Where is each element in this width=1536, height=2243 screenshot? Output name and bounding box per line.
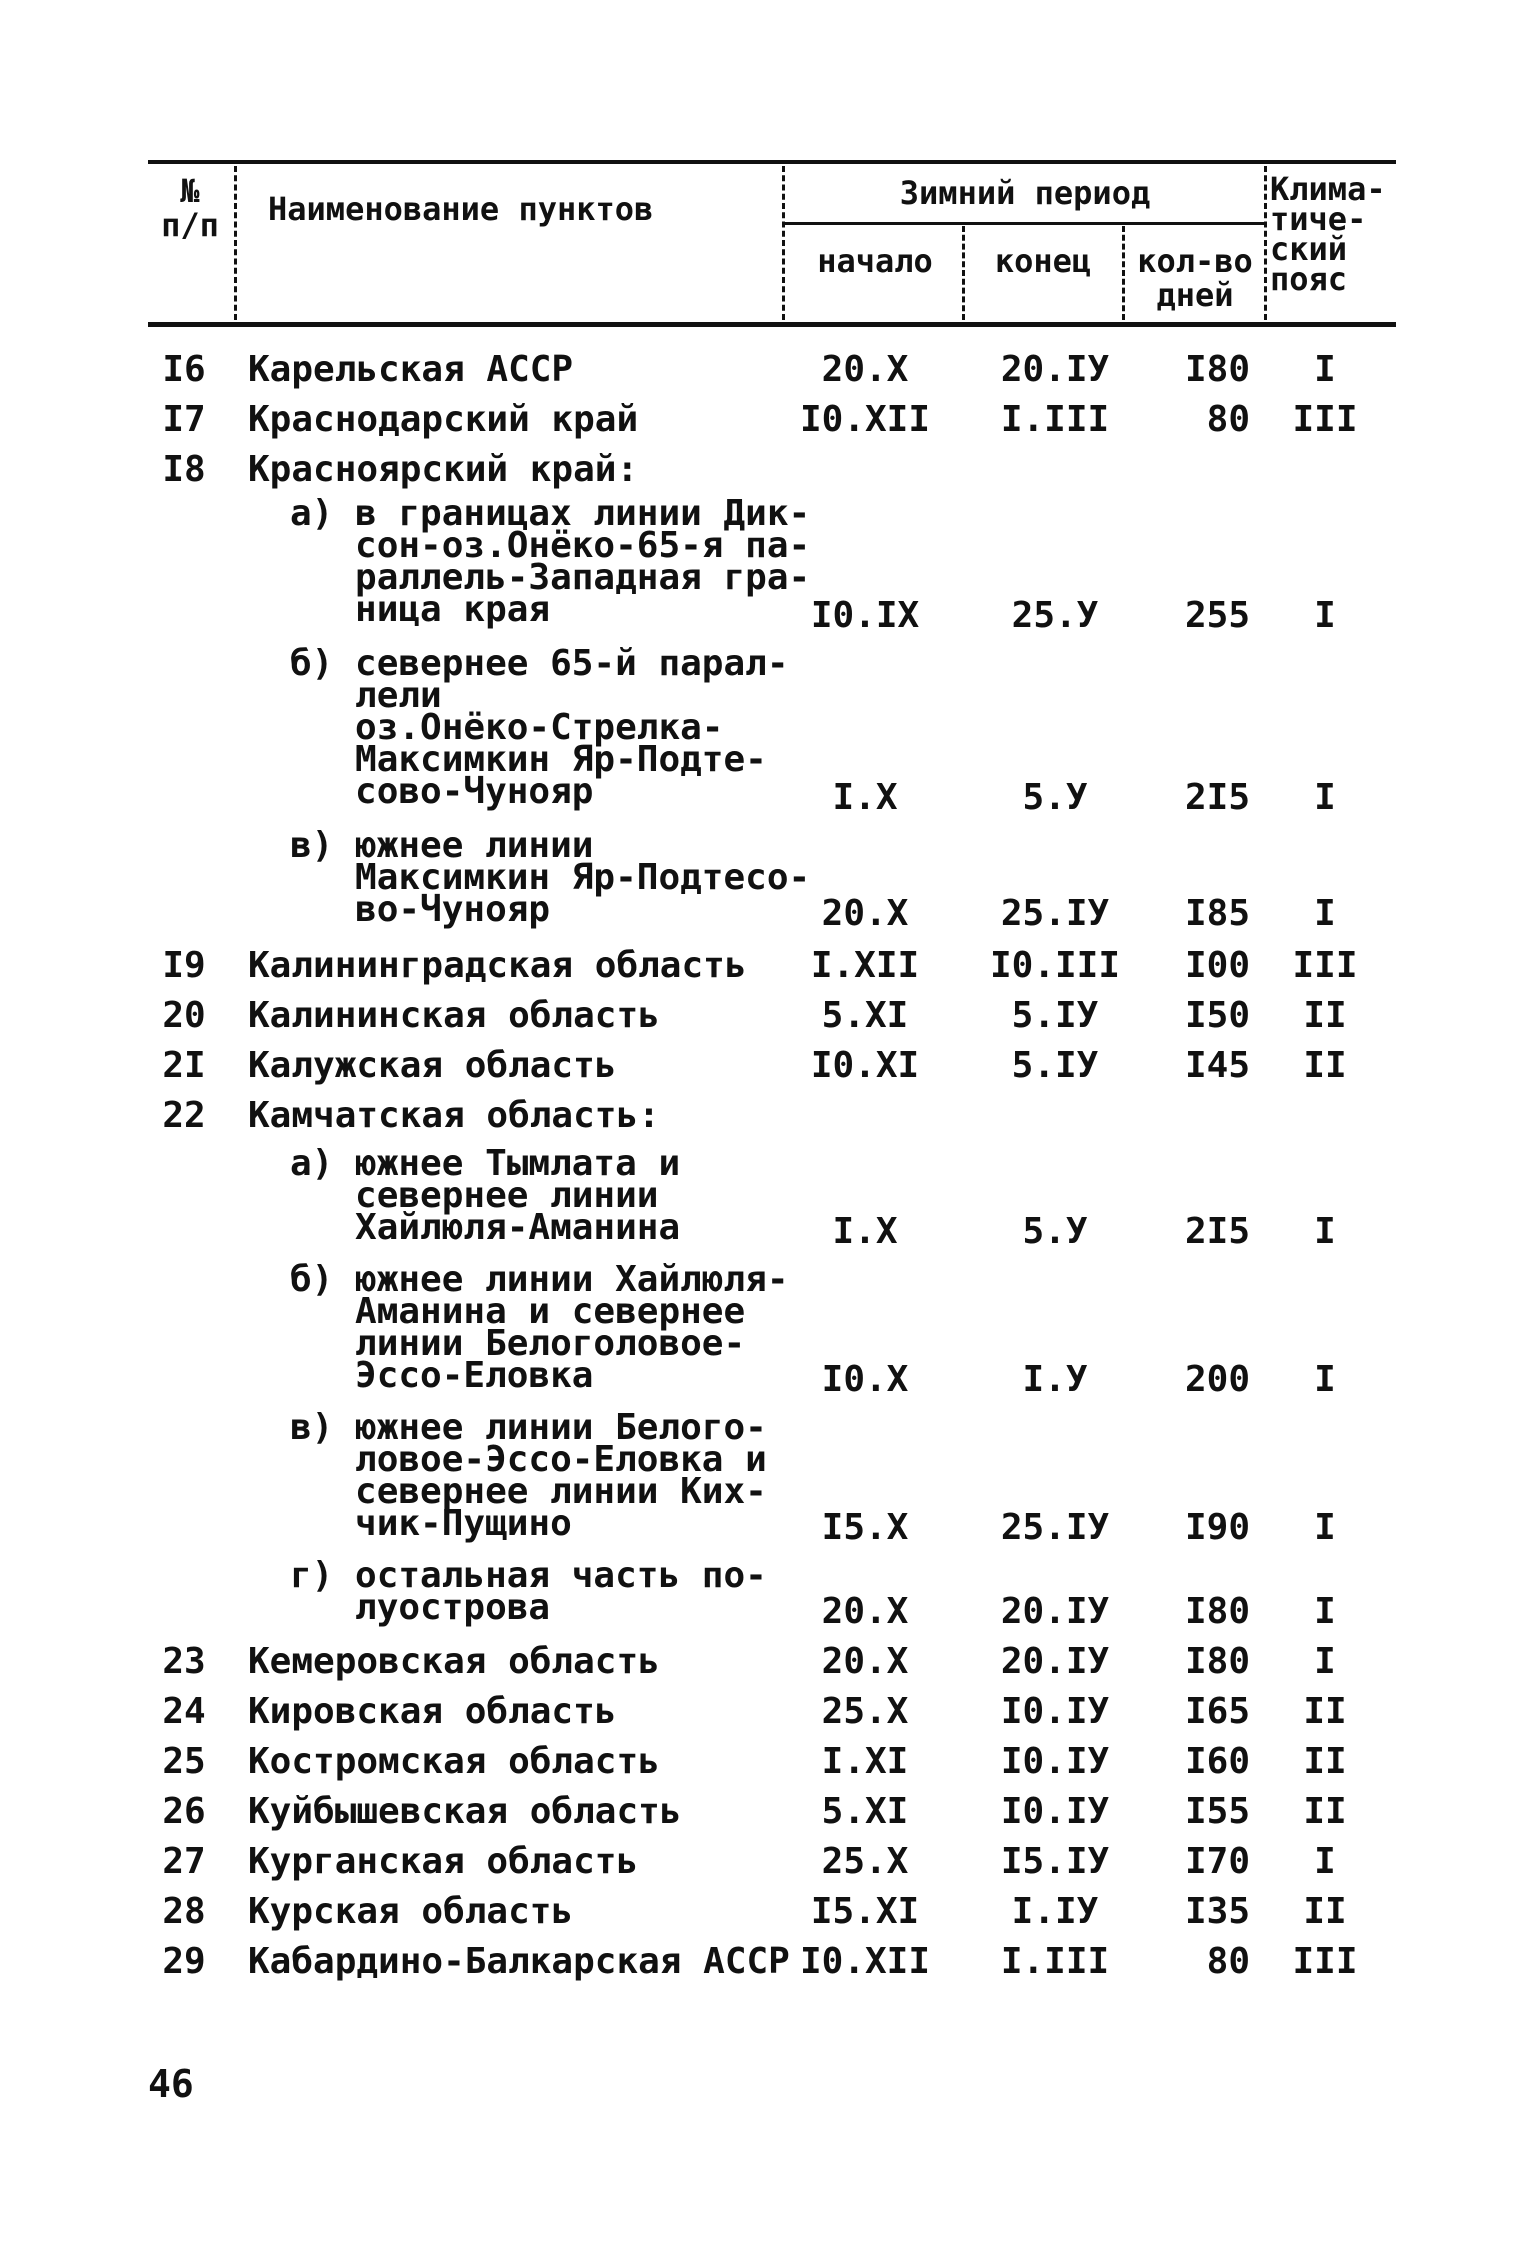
row-name: Калининградская область (248, 945, 747, 986)
row-name: Карельская АССР (248, 349, 574, 390)
row-end: 25.IУ (1000, 893, 1110, 934)
row-begin: I0.IX (810, 595, 920, 636)
row-days: 80 (1206, 399, 1250, 440)
row-zone: III (1292, 1941, 1358, 1982)
header-separator-4 (1122, 226, 1125, 320)
winter-subheader-rule (785, 222, 1265, 225)
row-zone: I (1314, 1591, 1336, 1632)
row-days: I60 (1184, 1741, 1250, 1782)
row-subitem-name: б) южнее линии Хайлюля- Аманина и севернее линии Белоголовое- Эссо-Еловка (290, 1259, 789, 1396)
row-end: I.III (1000, 1941, 1110, 1982)
row-end: 5.У (1022, 1211, 1088, 1252)
row-end: I.У (1022, 1359, 1088, 1400)
row-number: 2I (162, 1045, 206, 1086)
row-number: I8 (162, 449, 206, 490)
row-end: 25.IУ (1000, 1507, 1110, 1548)
row-zone: I (1314, 595, 1336, 636)
row-zone: I (1314, 1211, 1336, 1252)
row-name: Кемеровская область (248, 1641, 660, 1682)
row-begin: 20.X (821, 893, 909, 934)
row-begin: I.XI (821, 1741, 909, 1782)
header-separator-3 (962, 226, 965, 320)
row-days: 255 (1184, 595, 1250, 636)
row-name: Курганская область (248, 1841, 639, 1882)
row-zone: I (1314, 893, 1336, 934)
row-number: 24 (162, 1691, 206, 1732)
row-days: I35 (1184, 1891, 1250, 1932)
row-days: I85 (1184, 893, 1250, 934)
row-begin: I.X (832, 777, 898, 818)
page-number: 46 (148, 2062, 194, 2106)
row-days: 2I5 (1184, 1211, 1250, 1252)
row-subitem-name: а) в границах линии Дик- сон-оз.Онёко-65-я па- раллель-Западная гра- ница края (290, 493, 811, 630)
row-number: 29 (162, 1941, 206, 1982)
row-subitem-name: а) южнее Тымлата и севернее линии Хайлюля-Аманина (290, 1143, 681, 1248)
row-number: 23 (162, 1641, 206, 1682)
row-end: 5.У (1022, 777, 1088, 818)
row-begin: I0.XI (810, 1045, 920, 1086)
row-number: I7 (162, 399, 206, 440)
row-number: I9 (162, 945, 206, 986)
row-name: Красноярский край: (248, 449, 639, 490)
header-end: конец (994, 242, 1092, 280)
header-separator-5 (1264, 166, 1267, 320)
row-name: Куйбышевская область (248, 1791, 682, 1832)
row-begin: 5.XI (821, 1791, 909, 1832)
row-zone: I (1314, 1507, 1336, 1548)
row-zone: I (1314, 777, 1336, 818)
row-number: 28 (162, 1891, 206, 1932)
row-subitem-name: г) остальная часть по- луострова (290, 1555, 767, 1628)
row-zone: III (1292, 399, 1358, 440)
header-begin: начало (817, 242, 933, 280)
row-end: 5.IУ (1011, 995, 1099, 1036)
header-name: Наименование пунктов (268, 190, 654, 228)
row-days: I80 (1184, 1591, 1250, 1632)
row-name: Калужская область (248, 1045, 617, 1086)
table-top-rule (148, 160, 1396, 164)
row-zone: II (1303, 995, 1347, 1036)
row-zone: II (1303, 1741, 1347, 1782)
row-days: I90 (1184, 1507, 1250, 1548)
row-days: I80 (1184, 349, 1250, 390)
row-zone: II (1303, 1791, 1347, 1832)
row-begin: I5.XI (810, 1891, 920, 1932)
row-end: 20.IУ (1000, 1591, 1110, 1632)
row-zone: I (1314, 1841, 1336, 1882)
row-name: Курская область (248, 1891, 574, 1932)
row-number: 20 (162, 995, 206, 1036)
row-days: 80 (1206, 1941, 1250, 1982)
row-days: I00 (1184, 945, 1250, 986)
row-begin: I.X (832, 1211, 898, 1252)
row-name: Краснодарский край (248, 399, 639, 440)
row-begin: I0.XII (799, 1941, 931, 1982)
header-climatic-zone: Клима- тиче- ский пояс (1270, 170, 1386, 298)
row-name: Кировская область (248, 1691, 617, 1732)
row-name: Костромская область (248, 1741, 660, 1782)
header-separator-1 (234, 166, 237, 320)
row-end: I.IУ (1011, 1891, 1099, 1932)
row-begin: 20.X (821, 349, 909, 390)
header-separator-2 (782, 166, 785, 320)
row-name: Калининская область (248, 995, 660, 1036)
row-days: 200 (1184, 1359, 1250, 1400)
row-zone: II (1303, 1045, 1347, 1086)
header-days: кол-во дней (1137, 242, 1253, 314)
row-begin: 20.X (821, 1641, 909, 1682)
row-zone: II (1303, 1891, 1347, 1932)
row-begin: I0.X (821, 1359, 909, 1400)
row-end: 25.У (1011, 595, 1099, 636)
row-subitem-name: в) южнее линии Белого- ловое-Эссо-Еловка и севернее линии Ких- чик-Пущино (290, 1407, 767, 1544)
row-end: 5.IУ (1011, 1045, 1099, 1086)
row-days: I70 (1184, 1841, 1250, 1882)
row-end: I0.III (989, 945, 1121, 986)
header-winter-period: Зимний период (899, 174, 1151, 212)
row-begin: I.XII (810, 945, 920, 986)
row-number: 22 (162, 1095, 206, 1136)
row-days: I65 (1184, 1691, 1250, 1732)
row-end: I.III (1000, 399, 1110, 440)
row-zone: I (1314, 1641, 1336, 1682)
row-begin: 25.X (821, 1841, 909, 1882)
row-days: I55 (1184, 1791, 1250, 1832)
row-subitem-name: б) севернее 65-й парал- лели оз.Онёко-Стрелка- Максимкин Яр-Подте- сово-Чунояр (290, 643, 789, 812)
row-days: I80 (1184, 1641, 1250, 1682)
row-name: Кабардино-Балкарская АССР (248, 1941, 790, 1982)
header-bottom-rule (148, 322, 1396, 327)
header-num: № п/п (161, 172, 219, 244)
row-days: I50 (1184, 995, 1250, 1036)
row-begin: 5.XI (821, 995, 909, 1036)
row-days: 2I5 (1184, 777, 1250, 818)
row-end: 20.IУ (1000, 349, 1110, 390)
row-begin: I0.XII (799, 399, 931, 440)
row-begin: 20.X (821, 1591, 909, 1632)
row-begin: I5.X (821, 1507, 909, 1548)
row-subitem-name: в) южнее линии Максимкин Яр-Подтесо- во-Чунояр (290, 825, 811, 930)
row-end: 20.IУ (1000, 1641, 1110, 1682)
row-number: 27 (162, 1841, 206, 1882)
row-end: I0.IУ (1000, 1741, 1110, 1782)
row-days: I45 (1184, 1045, 1250, 1086)
row-end: I0.IУ (1000, 1691, 1110, 1732)
row-number: 26 (162, 1791, 206, 1832)
row-number: 25 (162, 1741, 206, 1782)
row-number: I6 (162, 349, 206, 390)
row-begin: 25.X (821, 1691, 909, 1732)
row-name: Камчатская область: (248, 1095, 660, 1136)
row-end: I5.IУ (1000, 1841, 1110, 1882)
row-zone: II (1303, 1691, 1347, 1732)
row-zone: III (1292, 945, 1358, 986)
row-end: I0.IУ (1000, 1791, 1110, 1832)
row-zone: I (1314, 1359, 1336, 1400)
row-zone: I (1314, 349, 1336, 390)
